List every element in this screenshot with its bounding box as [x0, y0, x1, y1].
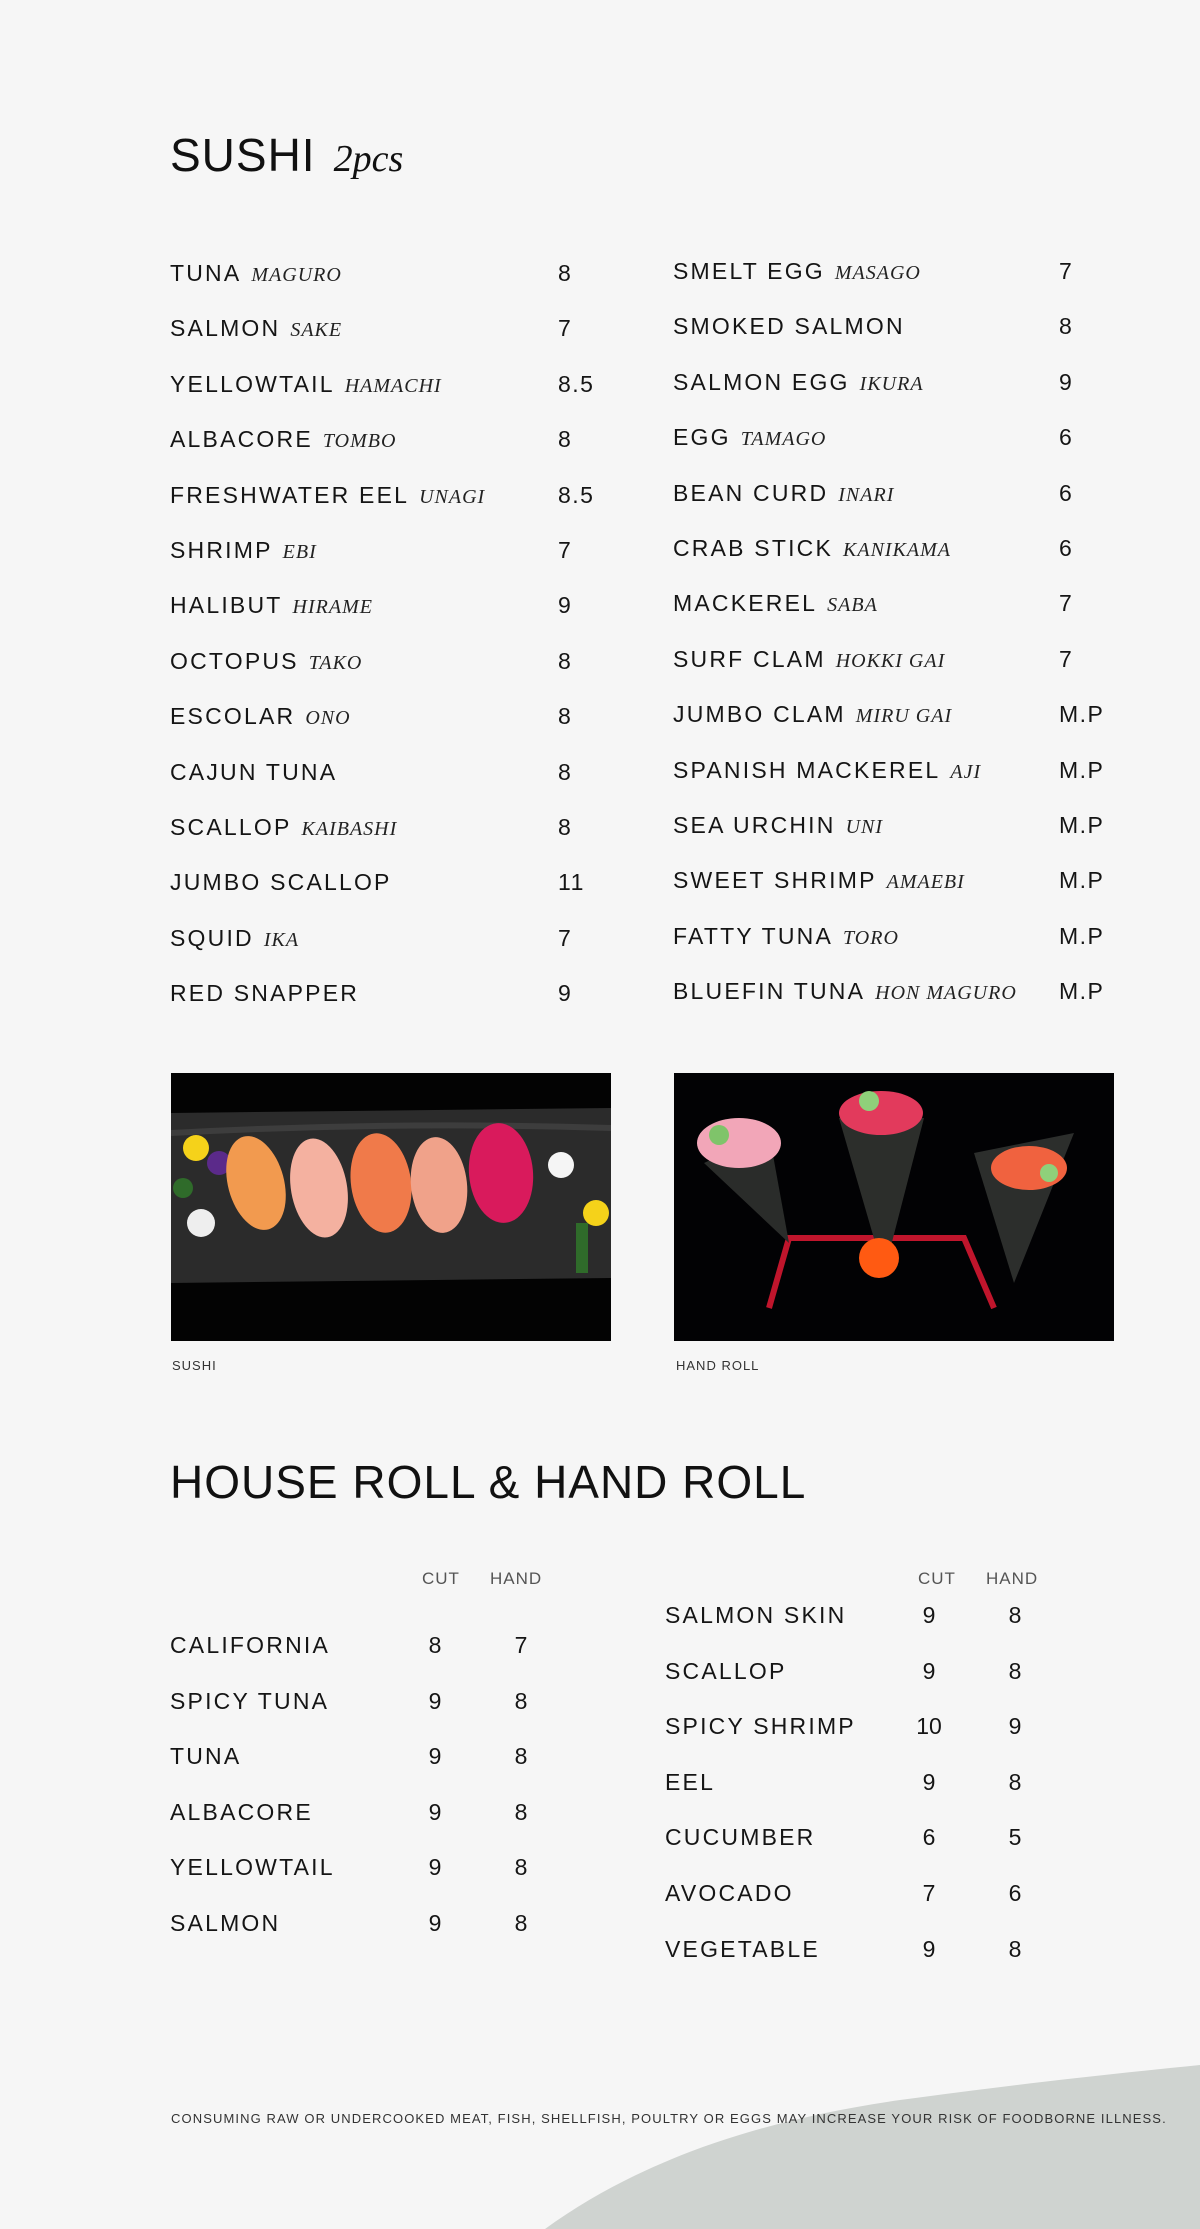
- handroll-photo: [674, 1073, 1114, 1341]
- sushi-item-name: [170, 590, 373, 622]
- sushi-item-price: 11: [558, 869, 585, 896]
- sushi-item-price: 8: [1059, 313, 1074, 340]
- roll-item: [170, 1852, 590, 1908]
- roll-item-name: YELLOWTAIL: [170, 1854, 335, 1881]
- roll-item-hand-price: 8: [1008, 1602, 1022, 1628]
- sushi-item: [170, 812, 620, 867]
- sushi-item: [170, 701, 620, 756]
- sushi-item-price: 6: [1059, 534, 1074, 561]
- sushi-item-name: [673, 699, 952, 731]
- roll-item-name: CUCUMBER: [665, 1824, 816, 1851]
- sushi-item-english: SPANISH MACKEREL: [673, 756, 941, 783]
- sushi-item-english: SCALLOP: [170, 813, 292, 840]
- sushi-list-right: [673, 256, 1123, 1031]
- sushi-item: [673, 699, 1123, 754]
- roll-item-name: ALBACORE: [170, 1798, 313, 1825]
- sushi-item-japanese: TOMBO: [322, 430, 397, 453]
- sushi-item-japanese: HOKKI GAI: [835, 649, 946, 672]
- sushi-item-english: SQUID: [170, 924, 254, 951]
- sushi-item: [673, 256, 1123, 311]
- sushi-title-text: SUSHI: [170, 129, 316, 181]
- sushi-item: [673, 810, 1123, 865]
- roll-item-hand-price: 8: [514, 1687, 528, 1714]
- sushi-item: [673, 533, 1123, 588]
- sushi-item-name: [673, 588, 878, 620]
- roll-item-cut-price: 9: [428, 1909, 442, 1936]
- sushi-item: [170, 867, 620, 922]
- sushi-item-japanese: TAKO: [308, 651, 363, 674]
- roll-item: [170, 1797, 590, 1853]
- roll-item: [665, 1600, 1085, 1656]
- roll-item: [170, 1908, 590, 1964]
- sushi-item: [170, 480, 620, 535]
- roll-item-cut-price: 8: [428, 1632, 442, 1658]
- roll-item-cut-price: 10: [916, 1713, 942, 1740]
- roll-item-name: SPICY TUNA: [170, 1687, 330, 1714]
- sushi-item-japanese: TORO: [843, 926, 899, 949]
- sushi-item-japanese: INARI: [838, 483, 895, 506]
- rolls-left-hand-header: HAND: [490, 1569, 543, 1588]
- sushi-item: [673, 478, 1123, 533]
- sushi-item-japanese: UNI: [845, 815, 884, 838]
- sushi-item-name: [170, 978, 359, 1008]
- sushi-item-japanese: AJI: [950, 760, 982, 783]
- sushi-item-english: OCTOPUS: [170, 647, 299, 674]
- sushi-item-japanese: TAMAGO: [740, 428, 827, 451]
- roll-item-hand-price: 8: [1008, 1768, 1022, 1795]
- sushi-item-name: [170, 258, 342, 290]
- sushi-item-english: SMOKED SALMON: [673, 313, 905, 340]
- sushi-item-price: 8: [558, 426, 573, 453]
- sushi-item-name: [170, 369, 442, 401]
- rolls-list-right: [665, 1600, 1085, 1989]
- sushi-item: [170, 424, 620, 479]
- sushi-item: [673, 921, 1123, 976]
- rolls-list-left: [170, 1630, 590, 1964]
- roll-item: [665, 1878, 1085, 1934]
- sushi-item-english: JUMBO SCALLOP: [170, 869, 392, 896]
- sushi-item-price: M.P: [1059, 811, 1105, 838]
- roll-item-hand-price: 6: [1008, 1879, 1022, 1906]
- sushi-item-japanese: UNAGI: [419, 485, 486, 508]
- roll-item-name: SPICY SHRIMP: [665, 1713, 856, 1740]
- sushi-item-name: [170, 313, 342, 345]
- sushi-item-japanese: IKA: [263, 928, 300, 951]
- sushi-item: [673, 367, 1123, 422]
- sushi-item-price: 7: [1059, 645, 1074, 672]
- roll-item-hand-price: 8: [514, 1854, 528, 1881]
- sushi-item-english: YELLOWTAIL: [170, 370, 335, 397]
- sushi-item-price: 9: [558, 980, 573, 1007]
- sushi-item-english: ALBACORE: [170, 426, 313, 453]
- sushi-item-name: [673, 865, 965, 897]
- roll-item-cut-price: 9: [428, 1854, 442, 1881]
- sushi-item-english: SURF CLAM: [673, 645, 826, 672]
- sushi-item-name: [170, 757, 337, 787]
- sushi-item-name: [673, 644, 945, 676]
- sushi-item-english: RED SNAPPER: [170, 980, 360, 1007]
- sushi-item-price: M.P: [1059, 701, 1105, 728]
- sushi-item-english: CRAB STICK: [673, 534, 834, 561]
- rolls-left-cut-header: CUT: [422, 1569, 460, 1588]
- sushi-item-english: FATTY TUNA: [673, 922, 834, 949]
- sushi-item-english: MACKEREL: [673, 590, 818, 617]
- roll-item-hand-price: 8: [514, 1798, 528, 1825]
- sushi-item: [673, 644, 1123, 699]
- sushi-item-english: SWEET SHRIMP: [673, 867, 877, 894]
- roll-item: [665, 1822, 1085, 1878]
- roll-item-name: AVOCADO: [665, 1879, 794, 1906]
- sushi-item-japanese: SAKE: [290, 319, 343, 342]
- sushi-item: [673, 311, 1123, 366]
- sushi-item-japanese: HIRAME: [292, 596, 373, 619]
- roll-item-cut-price: 9: [428, 1743, 442, 1770]
- sushi-item-japanese: KAIBASHI: [301, 817, 398, 840]
- roll-item: [665, 1711, 1085, 1767]
- sushi-item-name: [673, 311, 905, 341]
- sushi-item-name: [673, 755, 981, 787]
- sushi-item-price: M.P: [1059, 756, 1105, 783]
- sushi-item-name: [673, 533, 951, 565]
- sushi-item-english: SALMON EGG: [673, 368, 850, 395]
- sushi-item: [673, 588, 1123, 643]
- sushi-item-english: EGG: [673, 424, 731, 451]
- sushi-item-japanese: HAMACHI: [344, 374, 442, 397]
- sushi-item-price: M.P: [1059, 867, 1105, 894]
- sushi-item-price: 7: [558, 315, 573, 342]
- rolls-section-title: HOUSE ROLL & HAND ROLL: [170, 1456, 807, 1508]
- sushi-item: [170, 258, 620, 313]
- roll-item-cut-price: 9: [922, 1657, 936, 1684]
- sushi-item-price: 7: [1059, 258, 1074, 284]
- sushi-item-name: [170, 646, 362, 678]
- sushi-item-price: 8: [558, 647, 573, 674]
- food-safety-disclaimer: CONSUMING RAW OR UNDERCOOKED MEAT, FISH, SHELLFISH, POULTRY OR EGGS MAY INCREASE YOUR RISK OF FOODBORNE ILLNESS.: [171, 2111, 1167, 2126]
- roll-item-name: TUNA: [170, 1743, 242, 1770]
- sushi-subtitle: 2pcs: [333, 138, 404, 180]
- sushi-item-price: 9: [1059, 368, 1074, 395]
- sushi-item-price: 8: [558, 813, 573, 840]
- sushi-item-name: [170, 424, 396, 456]
- sushi-item: [673, 865, 1123, 920]
- sushi-item-name: [673, 256, 921, 288]
- sushi-item-price: 9: [558, 592, 573, 619]
- sushi-item-price: 7: [558, 924, 573, 951]
- roll-item-name: SALMON SKIN: [665, 1602, 847, 1628]
- sushi-item-japanese: AMAEBI: [886, 871, 965, 894]
- rolls-right-hand-header: HAND: [986, 1569, 1039, 1588]
- sushi-item: [170, 978, 620, 1033]
- roll-item-cut-price: 6: [922, 1824, 936, 1851]
- sushi-section-title: [170, 128, 403, 182]
- roll-item: [665, 1767, 1085, 1823]
- roll-item-hand-price: 9: [1008, 1713, 1022, 1740]
- sushi-item-japanese: MASAGO: [834, 262, 921, 284]
- sushi-item-name: [170, 812, 397, 844]
- sushi-item-name: [170, 923, 299, 955]
- sushi-item-price: 7: [558, 536, 573, 563]
- sushi-item-name: [673, 810, 883, 842]
- sushi-item-price: 6: [1059, 479, 1074, 506]
- sushi-item-english: JUMBO CLAM: [673, 701, 846, 728]
- roll-item-name: CALIFORNIA: [170, 1632, 331, 1658]
- sushi-item-name: [673, 478, 894, 510]
- roll-item: [170, 1741, 590, 1797]
- sushi-item-name: [673, 367, 924, 399]
- sushi-item-price: 8: [558, 703, 573, 730]
- sushi-item-japanese: EBI: [282, 540, 317, 563]
- sushi-item-price: 8: [558, 758, 573, 785]
- sushi-item-name: [170, 701, 351, 733]
- sushi-item-english: ESCOLAR: [170, 703, 296, 730]
- roll-item-hand-price: 8: [1008, 1935, 1022, 1962]
- sushi-item-price: 7: [1059, 590, 1074, 617]
- sushi-item-japanese: MAGURO: [251, 264, 342, 286]
- sushi-item-price: M.P: [1059, 922, 1105, 949]
- sushi-item-english: SEA URCHIN: [673, 811, 836, 838]
- sushi-item-english: CAJUN TUNA: [170, 758, 338, 785]
- sushi-item: [170, 646, 620, 701]
- roll-item: [665, 1656, 1085, 1712]
- sushi-item-japanese: ONO: [305, 707, 351, 730]
- sushi-item: [673, 976, 1123, 1031]
- sushi-item-name: [673, 921, 899, 953]
- sushi-item-price: 6: [1059, 424, 1074, 451]
- rolls-right-cut-header: CUT: [918, 1569, 956, 1588]
- sushi-photo: [171, 1073, 611, 1341]
- sushi-item-english: BEAN CURD: [673, 479, 829, 506]
- sushi-item-name: [673, 422, 826, 454]
- roll-item-hand-price: 8: [1008, 1657, 1022, 1684]
- sushi-item-name: [170, 535, 317, 567]
- roll-item-name: VEGETABLE: [665, 1935, 820, 1962]
- sushi-item-name: [673, 976, 1017, 1008]
- sushi-item-english: FRESHWATER EEL: [170, 481, 410, 508]
- roll-item-hand-price: 5: [1008, 1824, 1022, 1851]
- sushi-list-left: [170, 258, 620, 1033]
- sushi-item: [170, 757, 620, 812]
- sushi-item-price: M.P: [1059, 978, 1105, 1005]
- sushi-item-english: BLUEFIN TUNA: [673, 978, 866, 1005]
- sushi-item-price: 8.5: [558, 370, 595, 397]
- roll-item-name: EEL: [665, 1768, 716, 1795]
- sushi-item-japanese: KANIKAMA: [843, 538, 952, 561]
- sushi-item: [170, 590, 620, 645]
- roll-item-cut-price: 9: [922, 1602, 936, 1628]
- roll-item-cut-price: 9: [922, 1768, 936, 1795]
- sushi-item: [673, 755, 1123, 810]
- roll-item-cut-price: 9: [428, 1798, 442, 1825]
- roll-item-hand-price: 7: [514, 1632, 528, 1658]
- roll-item-cut-price: 9: [922, 1935, 936, 1962]
- sushi-item: [170, 535, 620, 590]
- roll-item: [170, 1686, 590, 1742]
- roll-item-name: SALMON: [170, 1909, 281, 1936]
- sushi-photo-caption: SUSHI: [172, 1358, 217, 1373]
- sushi-item: [170, 369, 620, 424]
- sushi-item-english: SMELT EGG: [673, 258, 825, 284]
- sushi-item-japanese: SABA: [827, 594, 878, 617]
- roll-item-cut-price: 7: [922, 1879, 936, 1906]
- sushi-item-japanese: MIRU GAI: [855, 705, 953, 728]
- sushi-item-japanese: IKURA: [859, 372, 924, 395]
- roll-item-cut-price: 9: [428, 1687, 442, 1714]
- sushi-item: [170, 313, 620, 368]
- roll-item: [665, 1934, 1085, 1990]
- sushi-item-name: [170, 867, 392, 897]
- sushi-item: [170, 923, 620, 978]
- sushi-item-english: HALIBUT: [170, 592, 283, 619]
- sushi-item-name: [170, 480, 485, 512]
- roll-item-hand-price: 8: [514, 1909, 528, 1936]
- sushi-item-price: 8: [558, 260, 573, 286]
- roll-item-hand-price: 8: [514, 1743, 528, 1770]
- roll-item: [170, 1630, 590, 1686]
- sushi-item-english: SHRIMP: [170, 536, 273, 563]
- sushi-item-english: TUNA: [170, 260, 242, 286]
- handroll-photo-caption: HAND ROLL: [676, 1358, 760, 1373]
- sushi-item-english: SALMON: [170, 315, 281, 342]
- roll-item-name: SCALLOP: [665, 1657, 787, 1684]
- sushi-item-price: 8.5: [558, 481, 595, 508]
- sushi-item-japanese: HON MAGURO: [875, 982, 1017, 1005]
- sushi-item: [673, 422, 1123, 477]
